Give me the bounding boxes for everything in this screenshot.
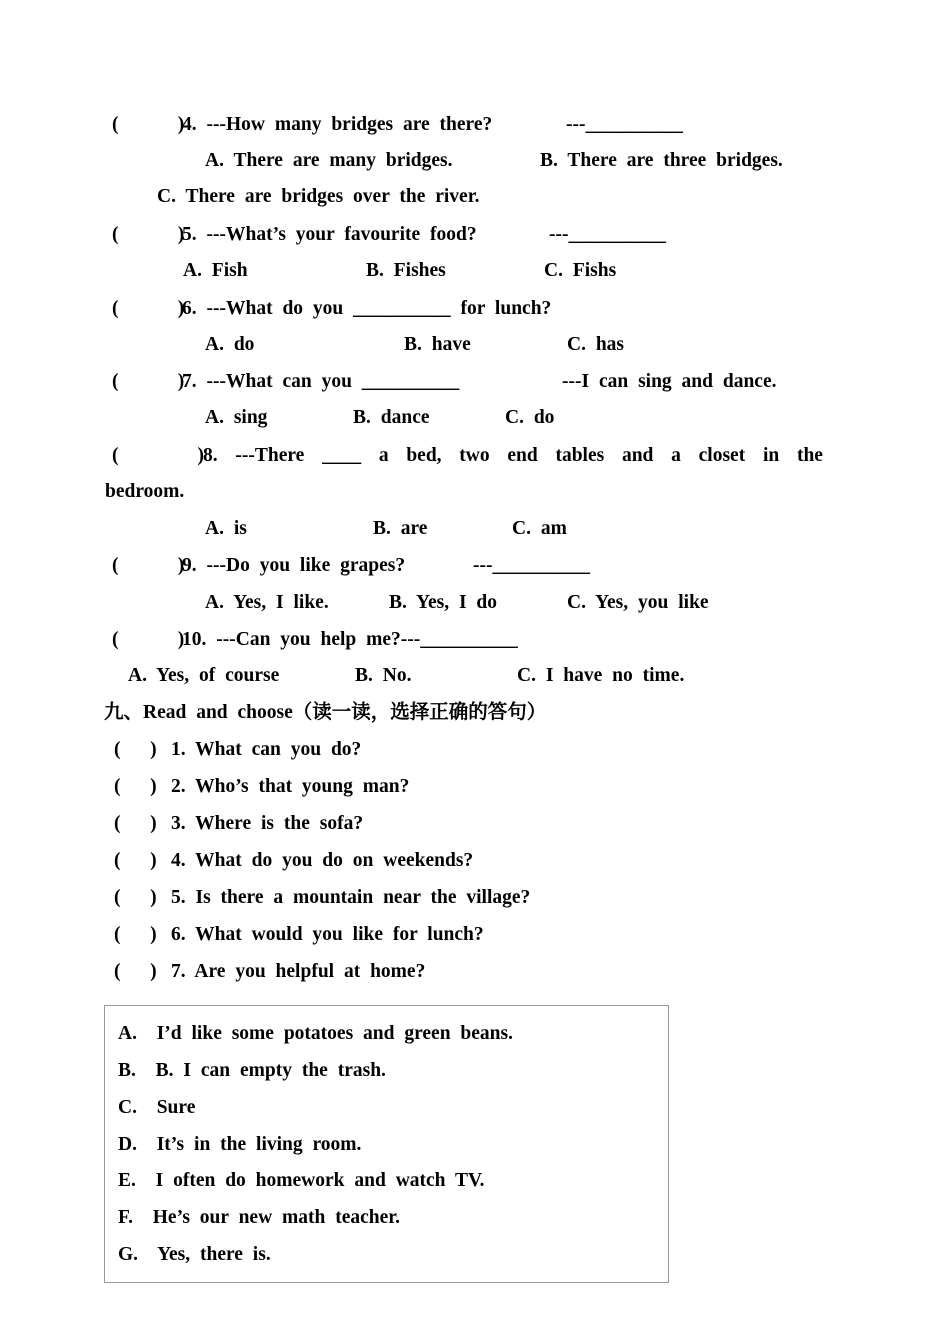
option-c: C. do bbox=[505, 407, 555, 428]
option-a: A. Yes, of course bbox=[128, 665, 280, 686]
answer-paren: ( ) bbox=[112, 114, 185, 135]
matching-question: 4. What do you do on weekends? bbox=[171, 850, 474, 871]
answer-paren: ( ) bbox=[114, 813, 157, 834]
question-8-continued: bedroom. bbox=[105, 481, 185, 502]
answer-paren: ( ) bbox=[112, 298, 185, 319]
question-5: 5. ---What’s your favourite food? bbox=[182, 224, 477, 245]
option-c: C. Fishs bbox=[544, 260, 617, 281]
answer-paren: ( ) bbox=[114, 961, 157, 982]
answer-choice: D. It’s in the living room. bbox=[118, 1134, 362, 1155]
option-c: C. I have no time. bbox=[517, 665, 685, 686]
option-c: C. Yes, you like bbox=[567, 592, 709, 613]
option-b: B. dance bbox=[353, 407, 430, 428]
answer-paren: ( ) bbox=[112, 371, 185, 392]
option-b: B. Fishes bbox=[366, 260, 446, 281]
matching-question: 2. Who’s that young man? bbox=[171, 776, 410, 797]
answer-paren: ( ) bbox=[114, 924, 157, 945]
option-a: A. Yes, I like. bbox=[205, 592, 329, 613]
answer-paren: ( ) bbox=[112, 555, 185, 576]
answer-choice: C. Sure bbox=[118, 1097, 196, 1118]
answer-choice: G. Yes, there is. bbox=[118, 1244, 271, 1265]
option-b: B. are bbox=[373, 518, 428, 539]
matching-question: 7. Are you helpful at home? bbox=[171, 961, 426, 982]
option-a: A. Fish bbox=[183, 260, 248, 281]
option-b: B. have bbox=[404, 334, 471, 355]
question-8: 8. ---There ____ a bed, two end tables and a closet in the bbox=[203, 445, 823, 466]
question-4: 4. ---How many bridges are there? bbox=[182, 114, 493, 135]
given-answer: ---I can sing and dance. bbox=[562, 371, 777, 392]
answer-blank: ---__________ bbox=[549, 224, 666, 245]
matching-question: 3. Where is the sofa? bbox=[171, 813, 364, 834]
answer-choice: F. He’s our new math teacher. bbox=[118, 1207, 401, 1228]
answer-paren: ( ) bbox=[114, 850, 157, 871]
answer-blank: ---__________ bbox=[566, 114, 683, 135]
option-c: C. am bbox=[512, 518, 567, 539]
question-9: 9. ---Do you like grapes? bbox=[182, 555, 406, 576]
option-a: A. do bbox=[205, 334, 255, 355]
option-b: B. Yes, I do bbox=[389, 592, 498, 613]
matching-question: 6. What would you like for lunch? bbox=[171, 924, 484, 945]
option-a: A. There are many bridges. bbox=[205, 150, 453, 171]
option-b: B. No. bbox=[355, 665, 412, 686]
answer-choice: E. I often do homework and watch TV. bbox=[118, 1170, 485, 1191]
answer-paren: ( ) bbox=[112, 224, 185, 245]
question-10: 10. ---Can you help me?---__________ bbox=[182, 629, 518, 650]
option-c: C. There are bridges over the river. bbox=[157, 186, 480, 207]
section-9-heading: 九、Read and choose（读一读，选择正确的答句） bbox=[104, 702, 547, 723]
option-a: A. is bbox=[205, 518, 247, 539]
question-7: 7. ---What can you __________ bbox=[182, 371, 460, 392]
answer-blank: ---__________ bbox=[473, 555, 590, 576]
matching-question: 5. Is there a mountain near the village? bbox=[171, 887, 531, 908]
answer-paren: ( ) bbox=[114, 776, 157, 797]
option-c: C. has bbox=[567, 334, 625, 355]
matching-question: 1. What can you do? bbox=[171, 739, 362, 760]
answer-paren: ( ) bbox=[114, 887, 157, 908]
answer-paren: ( ) bbox=[112, 629, 185, 650]
answer-paren: ( ) bbox=[112, 445, 204, 466]
answer-paren: ( ) bbox=[114, 739, 157, 760]
answer-choice: A. I’d like some potatoes and green beans. bbox=[118, 1023, 513, 1044]
question-6: 6. ---What do you __________ for lunch? bbox=[182, 298, 552, 319]
option-a: A. sing bbox=[205, 407, 268, 428]
option-b: B. There are three bridges. bbox=[540, 150, 783, 171]
answer-choice: B. B. I can empty the trash. bbox=[118, 1060, 386, 1081]
